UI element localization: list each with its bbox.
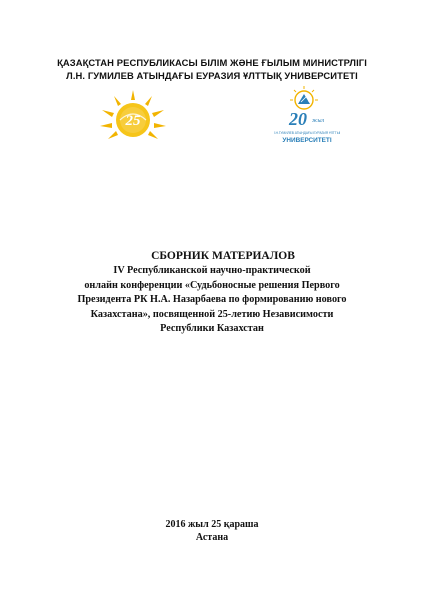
title-block <box>0 248 424 337</box>
title-line-2: онлайн конференции «Судьбоносные решения Первого <box>84 279 340 291</box>
university-20-logo <box>274 84 340 150</box>
footer <box>0 518 424 544</box>
sun-icon <box>94 86 172 146</box>
title-line-4: Казахстана», посвященной 25-летию Независимости <box>90 308 334 320</box>
university-name: Л.Н. ГУМИЛЕВ АТЫНДАҒЫ ЕУРАЗИЯ ҰЛТТЫҚ УНИВЕРСИТЕТІ <box>66 70 358 81</box>
sun-25-logo <box>94 86 172 146</box>
publication-city: Астана <box>195 532 229 543</box>
title-line-1: IV Республиканской научно-практической <box>113 265 311 276</box>
logo-number: 25 <box>125 113 141 129</box>
logo-year-word: жыл <box>311 118 325 124</box>
logo-number-20: 20 <box>289 109 307 129</box>
logo-big-text: УНИВЕРСИТЕТІ <box>282 137 332 144</box>
university-emblem-icon <box>274 84 340 150</box>
collection-title: СБОРНИК МАТЕРИАЛОВ <box>151 250 295 262</box>
logo-small-text: Л.Н.ГУМИЛЕВ АТЫНДАҒЫ ЕУРАЗИЯ ҰЛТТЫҚ <box>274 131 340 135</box>
ministry-name: ҚАЗАҚСТАН РЕСПУБЛИКАСЫ БІЛІМ ЖӘНЕ ҒЫЛЫМ МИНИСТРЛІГІ <box>57 57 367 68</box>
title-line-5: Республики Казахстан <box>160 323 264 334</box>
header <box>0 56 424 82</box>
publication-date: 2016 жыл 25 қараша <box>165 519 259 530</box>
title-line-3: Президента РК Н.А. Назарбаева по формированию нового <box>77 294 347 305</box>
